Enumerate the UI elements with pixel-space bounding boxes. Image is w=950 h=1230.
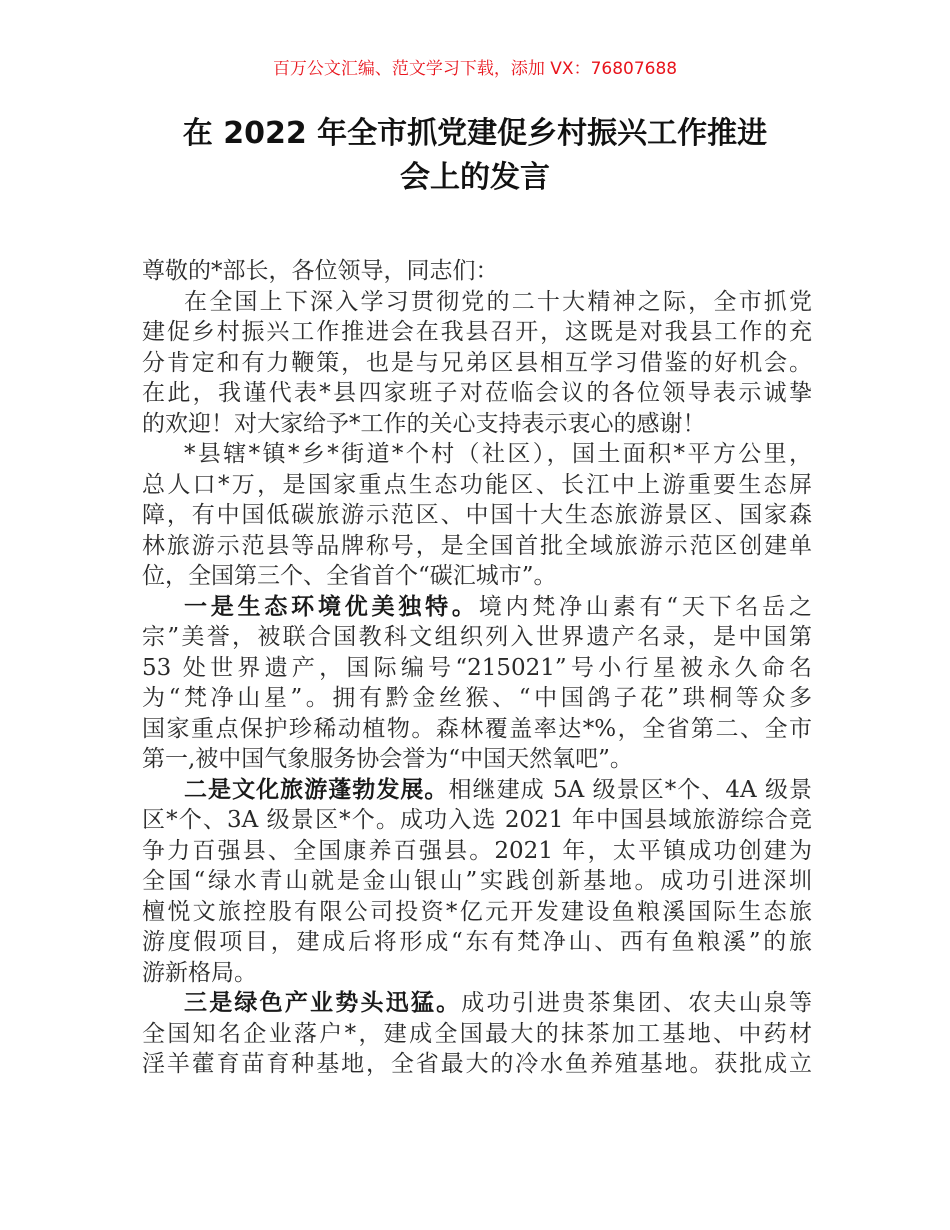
paragraph-line: 建促乡村振兴工作推进会在我县召开，这既是对我县工作的充 (142, 319, 812, 345)
paragraph-line: 障，有中国低碳旅游示范区、中国十大生态旅游景区、国家森 (142, 502, 812, 528)
title-line: 会上的发言 (400, 160, 550, 195)
paragraph-line: *县辖*镇*乡*街道*个村（社区），国土面积*平方公里， (184, 441, 812, 467)
paragraph-line: 全国“绿水青山就是金山银山”实践创新基地。成功引进深圳 (142, 868, 812, 894)
paragraph-first-rest: 成功引进贵茶集团、农夫山泉等 (461, 990, 813, 1016)
paragraph-line: 总人口*万，是国家重点生态功能区、长江中上游重要生态屏 (142, 471, 812, 498)
paragraph-first-rest: 境内梵净山素有“天下名岳之 (478, 593, 813, 620)
paragraph-line: 53 处世界遗产，国际编号“215021”号小行星被永久命名 (142, 654, 812, 681)
paragraph-line: 林旅游示范县等品牌称号，是全国首批全域旅游示范区创建单 (142, 532, 812, 559)
paragraph-green-industry (142, 988, 812, 1080)
paragraph-line: 游新格局。 (142, 959, 257, 986)
paragraph-line: 第一,被中国气象服务协会誉为“中国天然氧吧”。 (142, 746, 633, 772)
paragraph-first-line (142, 592, 812, 623)
paragraph-line: 分肯定和有力鞭策，也是与兄弟区县相互学习借鉴的好机会。 (142, 349, 812, 376)
paragraph-intro (142, 287, 812, 440)
paragraph-county-overview (142, 439, 812, 592)
watermark-banner: 百万公文汇编、范文学习下载，添加 VX：76807688 (272, 59, 678, 79)
paragraph-lead-heading: 一是生态环境优美独特。 (184, 593, 479, 620)
document-title (100, 112, 850, 200)
paragraph-lead-heading: 三是绿色产业势头迅猛。 (184, 990, 462, 1016)
paragraph-line: 争力百强县、全国康养百强县。2021 年，太平镇成功创建为 (142, 837, 812, 864)
paragraph-tourism (142, 775, 812, 989)
paragraph-line: 全国知名企业落户*，建成全国最大的抹茶加工基地、中药材 (142, 1020, 812, 1047)
salutation: 尊敬的*部长，各位领导，同志们： (142, 258, 499, 284)
paragraph-ecology (142, 592, 812, 775)
paragraph-first-line (142, 775, 812, 806)
paragraph-line: 区*个、3A 级景区*个。成功入选 2021 年中国县域旅游综合竞 (142, 807, 812, 833)
paragraph-line: 的欢迎！对大家给予*工作的关心支持表示衷心的感谢！ (142, 410, 706, 437)
paragraph-lead-heading: 二是文化旅游蓬勃发展。 (184, 776, 449, 803)
paragraph-line: 檀悦文旅控股有限公司投资*亿元开发建设鱼粮溪国际生态旅 (142, 898, 812, 925)
paragraph-line: 在此，我谨代表*县四家班子对莅临会议的各位领导表示诚挚 (142, 380, 812, 406)
paragraph-line: 国家重点保护珍稀动植物。森林覆盖率达*%，全省第二、全市 (142, 715, 812, 742)
paragraph-first-line (142, 988, 812, 1019)
paragraph-first-rest: 相继建成 5A 级景区*个、4A 级景 (448, 776, 813, 803)
paragraph-line: 位，全国第三个、全省首个“碳汇城市”。 (142, 563, 557, 589)
title-line: 在 2022 年全市抓党建促乡村振兴工作推进 (182, 116, 768, 151)
paragraph-line: 在全国上下深入学习贯彻党的二十大精神之际，全市抓党 (184, 288, 812, 315)
paragraph-line: 为“梵净山星”。拥有黔金丝猴、“中国鸽子花”珙桐等众多 (142, 685, 812, 711)
paragraph-line: 淫羊藿育苗育种基地，全省最大的冷水鱼养殖基地。获批成立 (142, 1051, 812, 1077)
paragraph-line: 游度假项目，建成后将形成“东有梵净山、西有鱼粮溪”的旅 (142, 929, 812, 955)
document-body (142, 256, 812, 1080)
paragraph-line: 宗”美誉，被联合国教科文组织列入世界遗产名录，是中国第 (142, 624, 812, 650)
